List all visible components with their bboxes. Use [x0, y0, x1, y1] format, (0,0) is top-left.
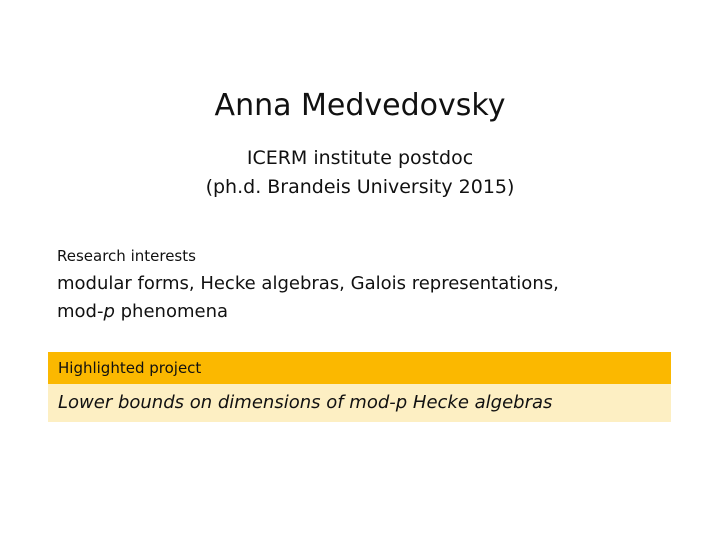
mod-prefix: mod- [57, 301, 104, 322]
research-interests-line-2 [57, 298, 657, 326]
research-interests-text [57, 270, 657, 326]
research-interests-label: Research interests [57, 247, 196, 265]
highlighted-project-block [48, 352, 671, 422]
slide-title: Anna Medvedovsky [214, 88, 506, 123]
phenomena-suffix: phenomena [114, 301, 229, 322]
highlighted-project-body: Lower bounds on dimensions of mod-p Hecke algebras [48, 384, 671, 422]
degree-line: (ph.d. Brandeis University 2015) [205, 176, 515, 198]
highlighted-project-header: Highlighted project [48, 352, 671, 384]
research-interests-line-1: modular forms, Hecke algebras, Galois representations, [57, 273, 559, 294]
variable-p: p [103, 301, 115, 322]
position-line: ICERM institute postdoc [246, 147, 474, 169]
